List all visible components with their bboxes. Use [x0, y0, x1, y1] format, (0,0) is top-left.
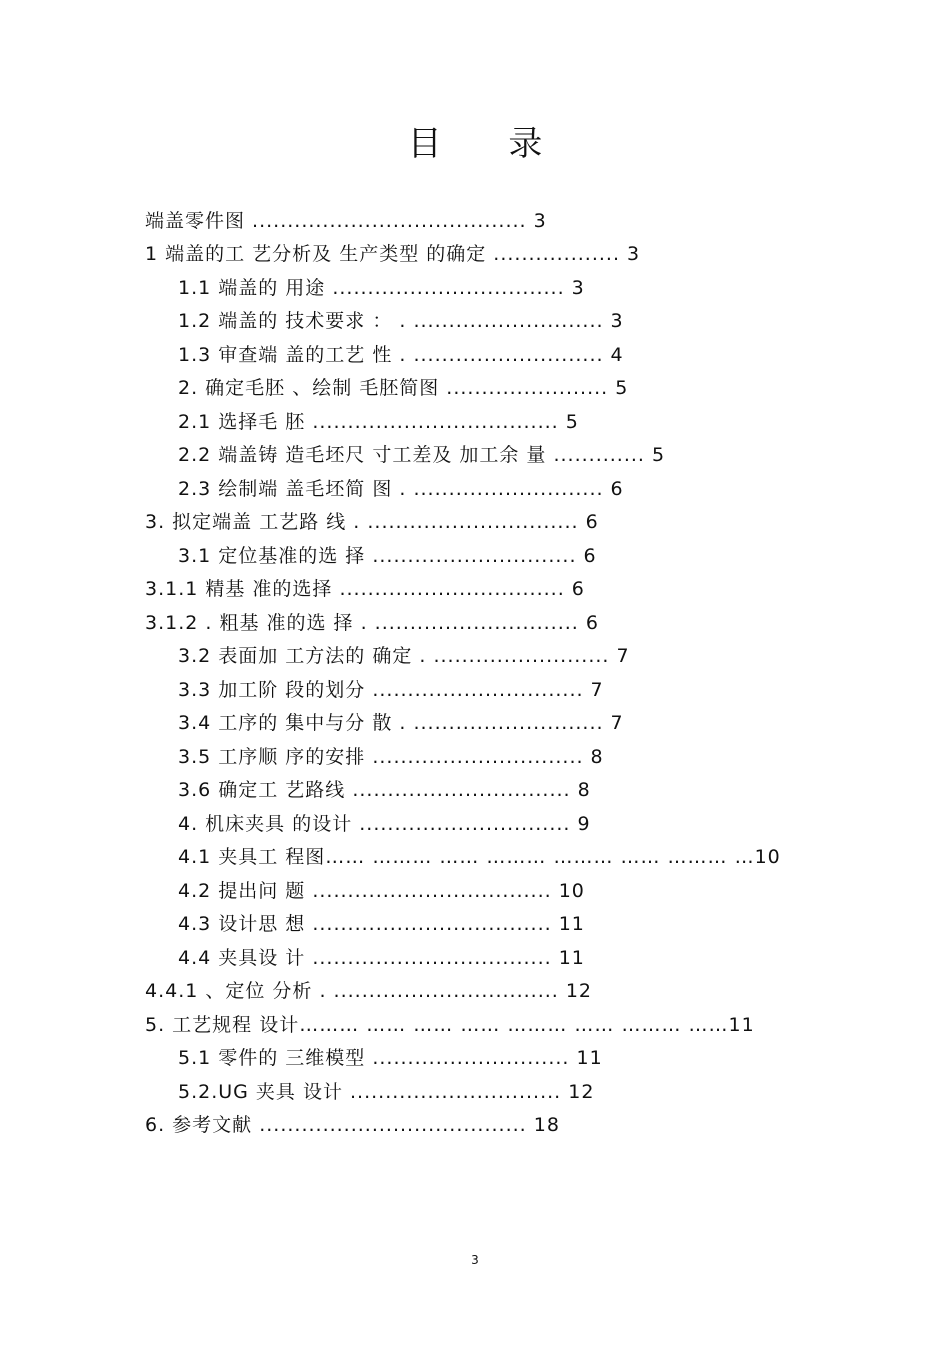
toc-entry[interactable]: [178, 405, 579, 439]
toc-entry-text: 3.5 工序顺 序的安排 .............................. 8: [178, 746, 604, 768]
toc-entry[interactable]: [178, 472, 624, 506]
toc-entry[interactable]: [145, 572, 585, 606]
toc-entry[interactable]: [178, 907, 585, 941]
toc-entry[interactable]: [145, 974, 592, 1008]
toc-entry-text: 4.4 夹具设 计 .................................. 11: [178, 947, 585, 969]
toc-entry-text: 4. 机床夹具 的设计 .............................. 9: [178, 813, 591, 835]
toc-entry[interactable]: [145, 204, 547, 238]
toc-entry-text: 2. 确定毛胚 、绘制 毛胚简图 ....................... 5: [178, 377, 629, 399]
toc-entry-text: 3.6 确定工 艺路线 ............................... 8: [178, 779, 591, 801]
toc-entry-text: 2.1 选择毛 胚 ................................... 5: [178, 411, 579, 433]
toc-entry-text: 1.3 审查端 盖的工艺 性 . ........................... 4: [178, 344, 624, 366]
toc-entry[interactable]: [178, 941, 585, 975]
toc-entry-text: 5.1 零件的 三维模型 ............................ 11: [178, 1047, 603, 1069]
toc-entry[interactable]: [178, 706, 624, 740]
toc-entry-text: 3.1 定位基准的选 择 ............................. 6: [178, 545, 597, 567]
toc-entry[interactable]: [178, 338, 624, 372]
toc-entry[interactable]: [178, 438, 665, 472]
toc-entry-text: 4.2 提出问 题 .................................. 10: [178, 880, 585, 902]
toc-entry[interactable]: [178, 639, 630, 673]
toc-entry[interactable]: [178, 271, 585, 305]
toc-entry[interactable]: [145, 1108, 560, 1142]
toc-entry-text: 1.1 端盖的 用途 ................................. 3: [178, 277, 585, 299]
toc-entry[interactable]: [178, 740, 604, 774]
toc-entry[interactable]: [178, 807, 591, 841]
toc-entry-text: 4.4.1 、定位 分析 . ................................ 12: [145, 980, 593, 1002]
toc-entry[interactable]: [178, 304, 624, 338]
toc-entry-text: 3.1.2 . 粗基 准的选 择 . ............................. 6: [145, 612, 599, 634]
toc-entry-text: 3.3 加工阶 段的划分 .............................. 7: [178, 679, 604, 701]
toc-entry-text: 2.2 端盖铸 造毛坯尺 寸工差及 加工余 量 ............. 5: [178, 444, 666, 466]
toc-entry-text: 2.3 绘制端 盖毛坯简 图 . ........................... 6: [178, 478, 624, 500]
page-number: 3: [471, 1253, 479, 1267]
toc-entry[interactable]: [178, 1041, 603, 1075]
toc-entry[interactable]: [178, 840, 781, 874]
toc-entry-text: 端盖零件图 ....................................... 3: [145, 210, 547, 232]
toc-entry-text: 1.2 端盖的 技术要求 ： . ........................... 3: [178, 310, 624, 332]
toc-entry-text: 3.2 表面加 工方法的 确定 . ......................... 7: [178, 645, 630, 667]
toc-entry-text: 3. 拟定端盖 工艺路 线 . .............................. 6: [145, 511, 599, 533]
toc-entry-text: 4.3 设计思 想 .................................. 11: [178, 913, 585, 935]
toc-entry-text: 4.1 夹具工 程图…… ……… …… ……… ……… …… ……… …10: [178, 846, 781, 868]
toc-entry[interactable]: [145, 606, 599, 640]
toc-entry[interactable]: [145, 505, 599, 539]
toc-entry[interactable]: [145, 237, 640, 271]
toc-entry-text: 5.2.UG 夹具 设计 .............................. 12: [178, 1081, 595, 1103]
toc-entry[interactable]: [178, 773, 591, 807]
toc-entry-text: 1 端盖的工 艺分析及 生产类型 的确定 .................. 3: [145, 243, 641, 265]
toc-entry-text: 3.4 工序的 集中与分 散 . ........................... 7: [178, 712, 624, 734]
toc-entry-text: 6. 参考文献 ...................................... 18: [145, 1114, 560, 1136]
toc-entry[interactable]: [178, 371, 628, 405]
toc-entry-text: 3.1.1 精基 准的选择 ................................ 6: [145, 578, 585, 600]
toc-entry[interactable]: [178, 539, 597, 573]
toc-entry[interactable]: [145, 1008, 755, 1042]
page-title: 目 录: [407, 124, 571, 164]
toc-entry[interactable]: [178, 673, 604, 707]
toc-entry-text: 5. 工艺规程 设计……… …… …… …… ……… …… ……… ……11: [145, 1014, 755, 1036]
toc-entry[interactable]: [178, 1075, 594, 1109]
toc-entry[interactable]: [178, 874, 585, 908]
